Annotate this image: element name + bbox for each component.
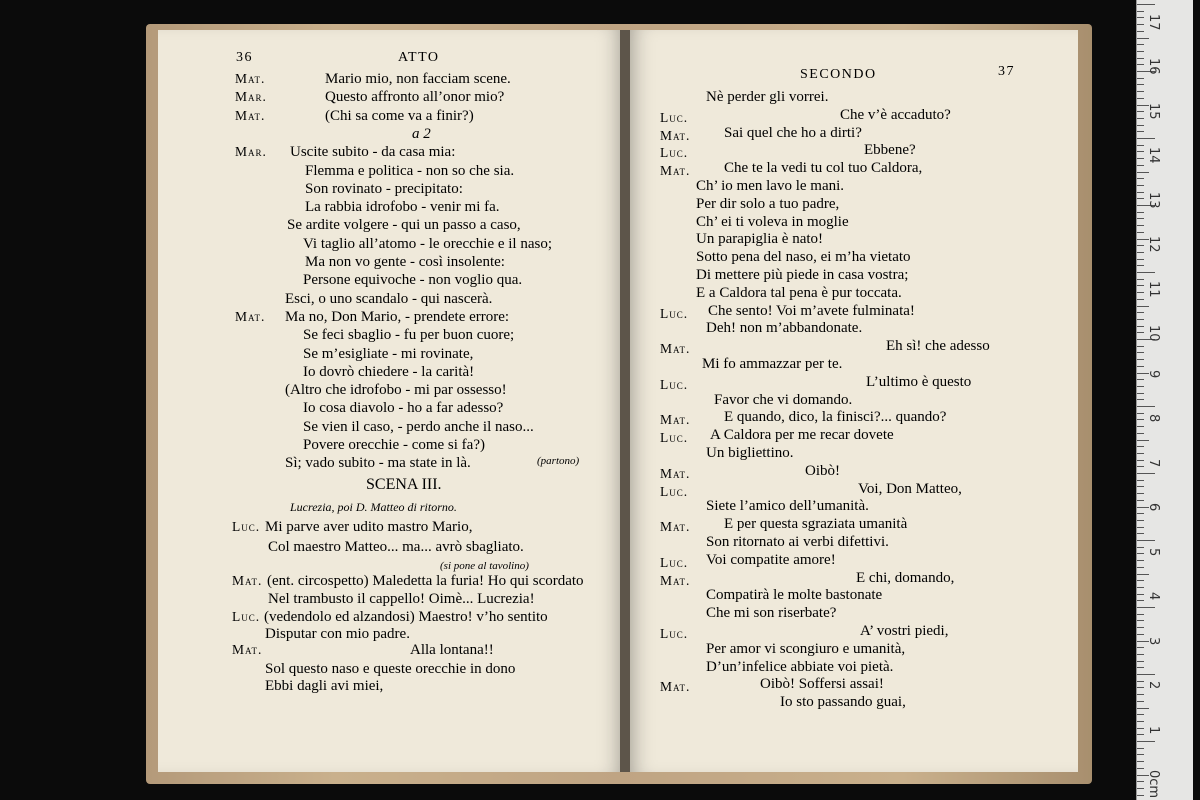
ruler-tick	[1137, 540, 1155, 541]
ruler-tick	[1137, 513, 1144, 514]
verse-line: Io dovrò chiedere - la carità!	[303, 363, 475, 380]
verse-line: Per amor vi scongiuro e umanità,	[706, 640, 906, 657]
ruler-tick	[1137, 553, 1144, 554]
ruler-number: 13	[1146, 191, 1161, 209]
ruler-tick	[1137, 694, 1144, 695]
ruler-number: 3	[1146, 636, 1161, 645]
ruler-tick	[1137, 426, 1144, 427]
scene-title: SCENA III.	[366, 476, 442, 493]
ruler-tick	[1137, 701, 1144, 702]
ruler-number: 4	[1146, 592, 1161, 601]
verse-line: Io sto passando guai,	[780, 694, 906, 711]
page-number: 36	[236, 50, 253, 65]
ruler-tick	[1137, 259, 1144, 260]
verse-line: Vi taglio all’atomo - le orecchie e il naso;	[303, 235, 553, 252]
speaker-label: Mat.	[660, 519, 691, 535]
verse-line: (ent. circospetto) Maledetta la furia! Ho qui scordato	[267, 573, 584, 589]
verse-line: a 2	[412, 125, 431, 142]
verse-line: Questo affronto all’onor mio?	[325, 89, 505, 106]
measuring-ruler	[1136, 0, 1193, 800]
verse-line: Nè perder gli vorrei.	[706, 89, 829, 105]
verse-line: (si pone al tavolino)	[440, 560, 529, 572]
ruler-tick	[1137, 145, 1144, 146]
ruler-tick	[1137, 681, 1144, 682]
verse-line: Sai quel che ho a dirti?	[724, 124, 862, 141]
verse-line: Se vien il caso, - perdo anche il naso...	[303, 418, 534, 435]
speaker-label: Luc.	[660, 109, 689, 125]
verse-line: Se feci sbaglio - fu per buon cuore;	[303, 327, 515, 344]
speaker-label: Mar.	[235, 89, 267, 105]
verse-line: Voi, Don Matteo,	[858, 480, 962, 497]
ruler-tick	[1137, 192, 1144, 193]
ruler-tick	[1137, 151, 1144, 152]
verse-line: E quando, dico, la finisci?... quando?	[724, 409, 947, 426]
ruler-tick	[1137, 17, 1144, 18]
verse-line: Se m’esigliate - mi rovinate,	[303, 345, 474, 362]
ruler-tick	[1137, 352, 1144, 353]
verse-line: Ma no, Don Mario, - prendete errore:	[285, 308, 510, 325]
ruler-tick	[1137, 453, 1144, 454]
page-number: 37	[998, 64, 1015, 79]
ruler-tick	[1137, 754, 1144, 755]
ruler-tick	[1137, 580, 1144, 581]
ruler-tick	[1137, 279, 1144, 280]
ruler-tick	[1137, 486, 1144, 487]
verse-line: Nel trambusto il cappello! Oimè... Lucrezia!	[268, 591, 535, 607]
verse-line: Ch’ io men lavo le mani.	[696, 178, 845, 194]
ruler-tick	[1137, 198, 1144, 199]
ruler-tick	[1137, 111, 1144, 112]
verse-line: Ch’ ei ti voleva in moglie	[696, 213, 849, 230]
ruler-tick	[1137, 386, 1144, 387]
ruler-tick	[1137, 620, 1144, 621]
verse-line: L’ultimo è questo	[866, 373, 972, 390]
ruler-tick	[1137, 399, 1144, 400]
verse-line: Sì; vado subito - ma state in là.	[285, 455, 471, 472]
verse-line: (Chi sa come va a finir?)	[325, 107, 474, 124]
ruler-tick	[1137, 600, 1144, 601]
speaker-label: Luc.	[660, 430, 689, 446]
ruler-tick	[1137, 265, 1144, 266]
ruler-tick	[1137, 433, 1144, 434]
speaker-label: Mat.	[235, 71, 266, 86]
verse-line: Siete l’amico dell’umanità.	[706, 498, 869, 515]
ruler-tick	[1137, 667, 1144, 668]
ruler-number: 12	[1146, 236, 1161, 253]
verse-line: E a Caldora tal pena è pur toccata.	[696, 284, 902, 301]
verse-line: Di mettere più piede in casa vostra;	[696, 267, 909, 283]
ruler-tick	[1137, 654, 1144, 655]
ruler-tick	[1137, 24, 1144, 25]
speaker-label: Luc.	[660, 376, 689, 392]
ruler-tick	[1137, 466, 1144, 467]
ruler-tick	[1137, 172, 1149, 173]
verse-line: Ebbi dagli avi miei,	[265, 678, 384, 694]
verse-line: A’ vostri piedi,	[860, 623, 949, 639]
ruler-tick	[1137, 31, 1144, 32]
ruler-tick	[1137, 299, 1144, 300]
ruler-tick	[1137, 614, 1144, 615]
speaker-label: Mat.	[660, 572, 691, 588]
verse-line: Oibò!	[805, 462, 840, 479]
verse-line: Son rovinato - precipitato:	[305, 180, 463, 197]
verse-line: Col maestro Matteo... ma... avrò sbagliato.	[268, 539, 524, 555]
ruler-tick	[1137, 285, 1144, 286]
verse-line: Favor che vi domando.	[714, 391, 853, 408]
ruler-tick	[1137, 460, 1144, 461]
ruler-tick	[1137, 500, 1144, 501]
ruler-number: 0cm	[1146, 770, 1161, 799]
ruler-tick	[1137, 379, 1144, 380]
ruler-number: 11	[1146, 280, 1161, 298]
ruler-tick	[1137, 232, 1144, 233]
verse-line: Un parapiglia è nato!	[696, 231, 824, 248]
verse-line: (Altro che idrofobo - mi par ossesso!	[285, 382, 507, 399]
speaker-label: Mat.	[232, 573, 263, 588]
ruler-tick	[1137, 721, 1144, 722]
speaker-label: Luc.	[232, 609, 261, 624]
ruler-tick	[1137, 674, 1155, 675]
verse-line: Compatirà le molte bastonate	[706, 587, 883, 604]
verse-line: E chi, domando,	[856, 569, 955, 586]
ruler-tick	[1137, 761, 1144, 762]
scene-characters: Lucrezia, poi D. Matteo di ritorno.	[290, 500, 457, 514]
ruler-tick	[1137, 480, 1144, 481]
verse-line: Ma non vo gente - così insolente:	[305, 254, 505, 270]
speaker-label: Luc.	[660, 145, 689, 161]
verse-line: Ebbene?	[864, 142, 916, 159]
ruler-tick	[1137, 64, 1144, 65]
ruler-tick	[1137, 319, 1144, 320]
ruler-tick	[1137, 306, 1149, 307]
ruler-tick	[1137, 332, 1144, 333]
ruler-tick	[1137, 252, 1144, 253]
ruler-tick	[1137, 768, 1144, 769]
ruler-tick	[1137, 634, 1144, 635]
ruler-tick	[1137, 292, 1144, 293]
book-gutter	[620, 30, 630, 772]
verse-line: Un bigliettino.	[706, 445, 794, 461]
ruler-tick	[1137, 795, 1144, 796]
ruler-number: 6	[1146, 503, 1161, 512]
speaker-label: Mat.	[660, 412, 691, 428]
ruler-tick	[1137, 165, 1144, 166]
verse-line: E per questa sgraziata umanità	[724, 516, 908, 533]
verse-line: Voi compatite amore!	[706, 551, 836, 568]
ruler-tick	[1137, 44, 1144, 45]
verse-line: Che te la vedi tu col tuo Caldora,	[724, 160, 923, 177]
ruler-tick	[1137, 728, 1144, 729]
speaker-label: Luc.	[660, 626, 689, 641]
verse-line: A Caldora per me recar dovete	[710, 427, 894, 444]
ruler-tick	[1137, 84, 1144, 85]
verse-line: Sol questo naso e queste orecchie in dono	[265, 661, 516, 677]
verse-line: Flemma e politica - non so che sia.	[305, 162, 515, 179]
ruler-tick	[1137, 225, 1144, 226]
speaker-label: Mat.	[235, 308, 266, 324]
ruler-tick	[1137, 51, 1144, 52]
ruler-tick	[1137, 178, 1144, 179]
verse-line: Che sento! Voi m’avete fulminata!	[708, 302, 915, 319]
speaker-label: Luc.	[660, 554, 689, 570]
verse-line: Sotto pena del naso, ei m’ha vietato	[696, 249, 911, 266]
ruler-tick	[1137, 607, 1155, 608]
ruler-tick	[1137, 567, 1144, 568]
verse-line: Mi fo ammazzar per te.	[702, 356, 843, 372]
speaker-label: Mat.	[660, 341, 691, 357]
ruler-number: 7	[1146, 458, 1161, 467]
ruler-tick	[1137, 587, 1144, 588]
ruler-tick	[1137, 440, 1149, 441]
ruler-number: 14	[1146, 147, 1161, 164]
ruler-tick	[1137, 687, 1144, 688]
ruler-tick	[1137, 788, 1144, 789]
ruler-tick	[1137, 185, 1144, 186]
verse-line: (vedendolo ed alzandosi) Maestro! v’ho sentito	[264, 609, 548, 625]
verse-line: Alla lontana!!	[410, 642, 494, 658]
ruler-tick	[1137, 366, 1144, 367]
speaker-label: Mat.	[235, 107, 266, 123]
ruler-number: 10	[1146, 325, 1161, 342]
ruler-number: 15	[1146, 102, 1161, 120]
ruler-number: 2	[1146, 681, 1161, 690]
ruler-tick	[1137, 158, 1144, 159]
verse-line: Povere orecchie - come si fa?)	[303, 437, 485, 453]
verse-line: Disputar con mio padre.	[265, 626, 410, 642]
ruler-tick	[1137, 38, 1149, 39]
ruler-tick	[1137, 118, 1144, 119]
ruler-tick	[1137, 527, 1144, 528]
stage-direction: (partono)	[537, 455, 580, 467]
speaker-label: Mat.	[232, 642, 263, 657]
ruler-tick	[1137, 714, 1144, 715]
speaker-label: Luc.	[660, 483, 689, 499]
ruler-tick	[1137, 4, 1155, 5]
ruler-tick	[1137, 212, 1144, 213]
verse-line: Io cosa diavolo - ho a far adesso?	[303, 400, 504, 417]
speaker-label: Mat.	[660, 679, 691, 695]
ruler-number: 1	[1146, 725, 1161, 734]
verse-line: La rabbia idrofobo - venir mi fa.	[305, 199, 500, 216]
ruler-tick	[1137, 708, 1149, 709]
ruler-tick	[1137, 574, 1149, 575]
running-header: ATTO	[398, 50, 440, 65]
ruler-tick	[1137, 78, 1144, 79]
speaker-label: Mat.	[660, 163, 691, 179]
ruler-tick	[1137, 11, 1144, 12]
ruler-tick	[1137, 393, 1144, 394]
ruler-tick	[1137, 406, 1155, 407]
verse-line: Son ritornato ai verbi difettivi.	[706, 534, 889, 550]
ruler-tick	[1137, 91, 1144, 92]
ruler-tick	[1137, 359, 1144, 360]
ruler-tick	[1137, 312, 1144, 313]
verse-line: Eh sì! che adesso	[886, 338, 990, 355]
verse-line: Che v’è accaduto?	[840, 106, 951, 123]
verse-line: Se ardite volgere - qui un passo a caso,	[287, 217, 521, 234]
ruler-number: 8	[1146, 414, 1161, 423]
ruler-tick	[1137, 98, 1144, 99]
verse-line: Che mi son riserbate?	[706, 605, 837, 622]
ruler-number: 17	[1146, 13, 1161, 31]
verse-line: Mi parve aver udito mastro Mario,	[265, 519, 473, 535]
ruler-number: 16	[1146, 58, 1161, 75]
ruler-number: 9	[1146, 369, 1161, 378]
ruler-tick	[1137, 493, 1144, 494]
ruler-tick	[1137, 58, 1144, 59]
ruler-tick	[1137, 413, 1144, 414]
ruler-number: 5	[1146, 547, 1161, 556]
ruler-tick	[1137, 473, 1155, 474]
speaker-label: Luc.	[660, 305, 689, 321]
verse-line: Per dir solo a tuo padre,	[696, 195, 840, 212]
verse-line: D’un’infelice abbiate voi pietà.	[706, 658, 894, 675]
ruler-tick	[1137, 346, 1144, 347]
ruler-tick	[1137, 520, 1144, 521]
running-header: SECONDO	[800, 67, 877, 82]
ruler-tick	[1137, 748, 1144, 749]
ruler-tick	[1137, 547, 1144, 548]
ruler-tick	[1137, 125, 1144, 126]
verse-line: Mario mio, non facciam scene.	[325, 71, 511, 87]
ruler-tick	[1137, 647, 1144, 648]
verse-line: Esci, o uno scandalo - qui nascerà.	[285, 290, 493, 307]
speaker-label: Mat.	[660, 127, 691, 143]
ruler-tick	[1137, 661, 1144, 662]
ruler-tick	[1137, 272, 1155, 273]
verse-line: Oibò! Soffersi assai!	[760, 676, 884, 693]
speaker-label: Mat.	[660, 465, 691, 481]
speaker-label: Mar.	[235, 144, 267, 160]
verse-line: Uscite subito - da casa mia:	[290, 144, 456, 161]
ruler-tick	[1137, 594, 1144, 595]
ruler-tick	[1137, 131, 1144, 132]
ruler-tick	[1137, 734, 1144, 735]
ruler-tick	[1137, 138, 1155, 139]
ruler-tick	[1137, 781, 1144, 782]
ruler-tick	[1137, 533, 1144, 534]
ruler-tick	[1137, 326, 1144, 327]
ruler-tick	[1137, 419, 1144, 420]
ruler-tick	[1137, 627, 1144, 628]
ruler-tick	[1137, 245, 1144, 246]
ruler-tick	[1137, 560, 1144, 561]
verse-line: Deh! non m’abbandonate.	[706, 320, 863, 337]
speaker-label: Luc.	[232, 519, 261, 534]
ruler-tick	[1137, 218, 1144, 219]
ruler-tick	[1137, 741, 1155, 742]
ruler-tick	[1137, 446, 1144, 447]
verse-line: Persone equivoche - non voglio qua.	[303, 272, 523, 289]
